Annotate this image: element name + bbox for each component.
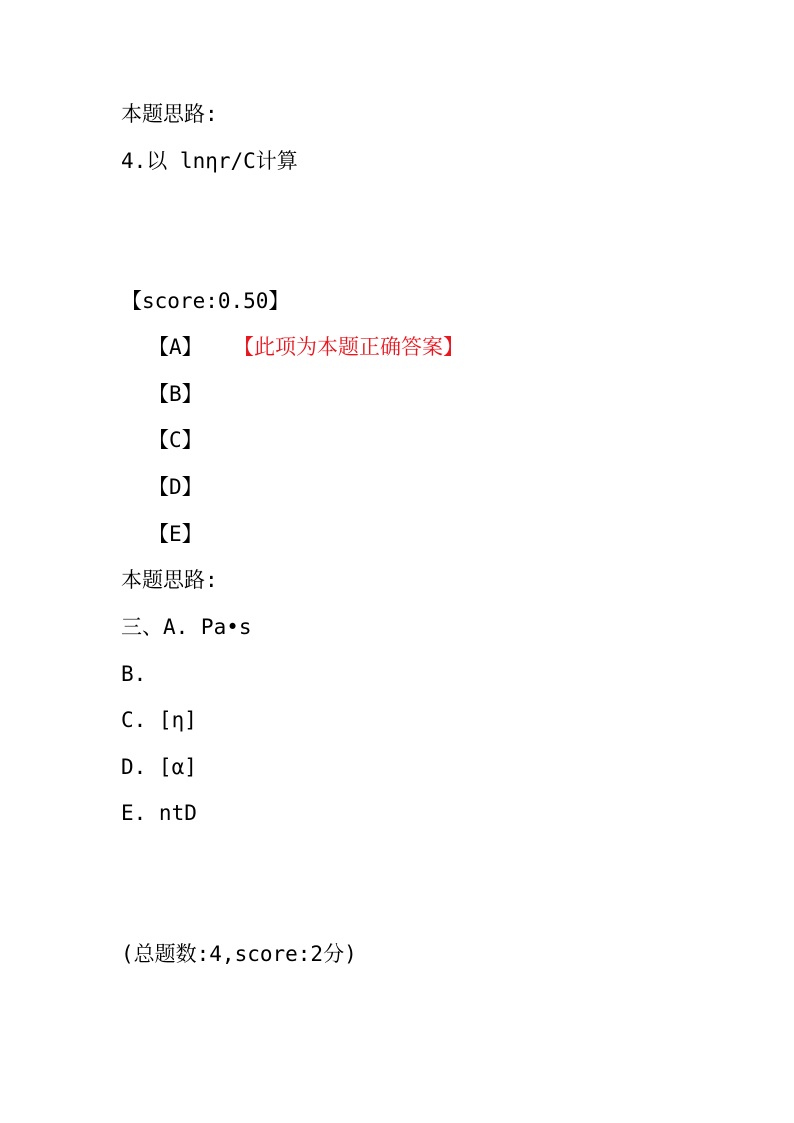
answer-line-b: B. — [121, 662, 147, 686]
option-b-label: 【B】 — [148, 382, 203, 406]
answer-line-a: 三、A. Pa•s — [121, 615, 252, 639]
correct-answer-note: 【此项为本题正确答案】 — [233, 335, 464, 359]
option-d-label: 【D】 — [148, 475, 203, 499]
option-a-label: 【A】 — [148, 335, 203, 359]
footer-summary: (总题数:4,score:2分) — [121, 942, 357, 966]
answer-line-d: D. [α] — [121, 755, 197, 779]
answer-line-e: E. ntD — [121, 801, 197, 825]
score-label: 【score:0.50】 — [121, 289, 290, 313]
thinking-label-2: 本题思路: — [121, 568, 218, 592]
thinking-label: 本题思路: — [121, 102, 218, 126]
option-c-label: 【C】 — [148, 428, 203, 452]
item-4-text: 4.以 lnηr/C计算 — [121, 149, 298, 173]
option-e-label: 【E】 — [148, 522, 203, 546]
answer-line-c: C. [η] — [121, 708, 197, 732]
